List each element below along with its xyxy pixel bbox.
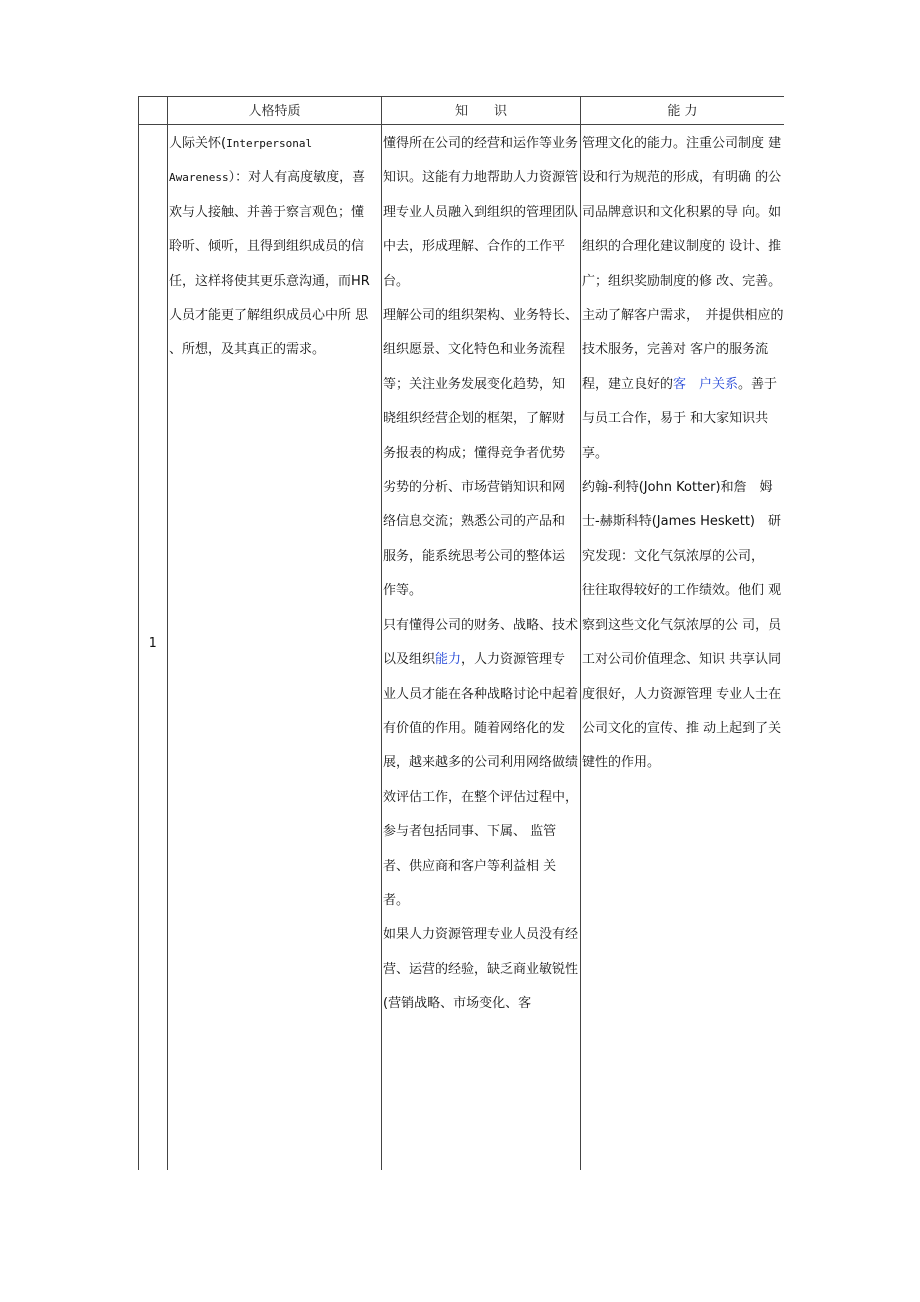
ability-paragraph: 管理文化的能力。注重公司制度 建设和行为规范的形成，有明确 的公司品牌意识和文化积累的导 向。如组织的合理化建议制度的 设计、推广；组织奖励制度的修 改、完善。: [582, 136, 782, 289]
knowledge-paragraph: 懂得所在公司的经营和运作等业务知识。这能有力地帮助人力资源管理专业人员融入到组织的管理团队中去，形成理解、合作的工作平台。: [383, 136, 579, 289]
personality-text: 人际关怀(: [169, 136, 227, 151]
personality-line: 欢与人接触、并善于察言观色；懂: [169, 204, 365, 220]
personality-line: 、所想，及其真正的需求。: [169, 342, 326, 358]
personality-text-latin: Awareness: [169, 171, 229, 185]
knowledge-text: ，人力资源管理专业人员才能在各种战略讨论中起着有价值的作用。随着网络化的发展，越来越多的公司利用网络做绩效评估工作，在整个评估过程中，参与者包括同事、下属、 监管者、供应商和客户等利益相 关者。: [383, 652, 579, 908]
header-personality: 人格特质: [248, 104, 301, 119]
ability-link[interactable]: 能力: [435, 652, 462, 668]
table-header-divider: [138, 124, 784, 125]
header-ability: 能 力: [667, 104, 698, 119]
personality-cell: [169, 127, 377, 368]
ability-paragraph: 往往取得较好的工作绩效。他们 观察到这些文化气氛浓厚的公 司，员工对公司价值理念、知识 共享认同度很好，人力资源管理 专业人士在公司文化的宣传、推 动上起到了关键性的作用。: [582, 583, 782, 771]
ability-text: 主动了解客户需求， 并提供相应的技术服务，完善对 客户的服务流程，建立良好的: [582, 308, 784, 392]
ability-paragraph: [582, 299, 784, 471]
personality-line: [169, 127, 377, 161]
knowledge-cell: [383, 127, 578, 1022]
row-number: 1: [148, 636, 157, 651]
header-knowledge: 知 识: [454, 104, 507, 119]
knowledge-text: 只有懂得公司的财务、战略、技术以及组织: [383, 617, 579, 668]
table-top-border: [138, 96, 784, 97]
ability-paragraph: 约翰-利特(John Kotter)和詹 姆士-赫斯科特(James Heskett) 研究发现：文化气氛浓厚的公司，: [582, 480, 782, 564]
personality-line: 聆听、倾听，且得到组织成员的信: [169, 239, 365, 255]
ability-text: 。善于与员工合作，易于 和大家知识共享。: [582, 376, 778, 461]
personality-line: 人员才能更了解组织成员心中所 思: [169, 308, 369, 324]
personality-line: [169, 161, 377, 195]
personality-text-latin: Interpersonal: [226, 137, 313, 150]
personality-line: 任，这样将使其更乐意沟通，而HR: [169, 273, 370, 289]
column-divider-2: [381, 96, 382, 1170]
column-divider-3: [580, 96, 581, 1170]
column-divider-1: [167, 96, 168, 1170]
knowledge-paragraph: 理解公司的组织架构、业务特长、 组织愿景、文化特色和业务流程 等；关注业务发展变化趋势，知 晓组织经营企划的框架，了解财 务报表的构成；懂得竞争者优势 劣势的分析、市场营销知识和网 络信息交流；熟悉公司的产品和 服务，能系统思考公司的整体运 作等。: [383, 308, 579, 599]
knowledge-paragraph: [383, 609, 578, 919]
table-left-border: [138, 96, 139, 1170]
customer-relations-link[interactable]: 客 户关系: [673, 376, 739, 392]
knowledge-paragraph: 如果人力资源管理专业人员没有经营、运营的经验，缺乏商业敏锐性(营销战略、市场变化、客: [383, 927, 579, 1012]
personality-text: ）：对人有高度敏度，喜: [228, 170, 366, 186]
ability-cell: [582, 127, 784, 781]
